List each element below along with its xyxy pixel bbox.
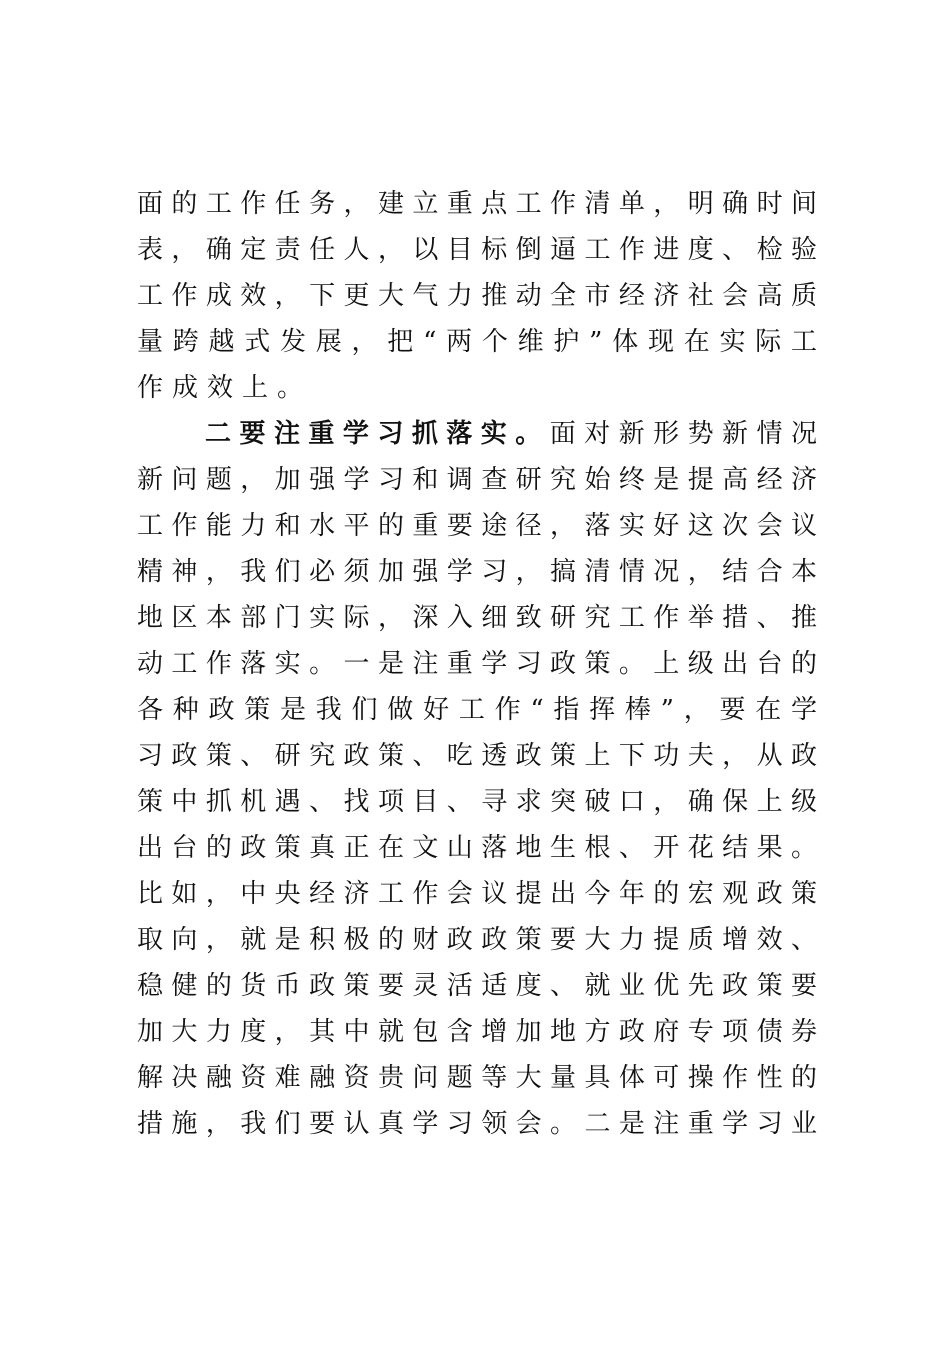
paragraph-line: 工作能力和水平的重要途径，落实好这次会议 [137,511,817,541]
heading-line-rest: 面对新形势新情况 [549,419,817,449]
paragraph-line: 加大力度，其中就包含增加地方政府专项债券 [137,1017,817,1047]
paragraph-line: 作成效上。 [137,373,313,403]
paragraph-line: 比如，中央经济工作会议提出今年的宏观政策 [137,879,817,909]
body-text [137,181,817,1147]
paragraph-line: 表，确定责任人，以目标倒逼工作进度、检验 [137,235,817,265]
paragraph-line: 面的工作任务，建立重点工作清单，明确时间 [137,189,817,219]
paragraph-line: 出台的政策真正在文山落地生根、开花结果。 [137,833,817,863]
paragraph-line: 策中抓机遇、找项目、寻求突破口，确保上级 [137,787,817,817]
paragraph-line: 地区本部门实际，深入细致研究工作举措、推 [137,603,817,633]
paragraph-line: 稳健的货币政策要灵活适度、就业优先政策要 [137,971,817,1001]
paragraph-line: 量跨越式发展，把“两个维护”体现在实际工 [137,327,817,357]
paragraph-heading-line [137,411,817,457]
paragraph-line: 习政策、研究政策、吃透政策上下功夫，从政 [137,741,817,771]
paragraph-line: 新问题，加强学习和调查研究始终是提高经济 [137,465,817,495]
paragraph-line: 取向，就是积极的财政政策要大力提质增效、 [137,925,817,955]
paragraph-line: 各种政策是我们做好工作“指挥棒”，要在学 [137,695,817,725]
section-heading: 二要注重学习抓落实。 [205,419,550,449]
paragraph-line: 动工作落实。一是注重学习政策。上级出台的 [137,649,817,679]
paragraph-line: 解决融资难融资贵问题等大量具体可操作性的 [137,1063,817,1093]
paragraph-line: 措施，我们要认真学习领会。二是注重学习业 [137,1109,817,1139]
paragraph-line: 精神，我们必须加强学习，搞清情况，结合本 [137,557,817,587]
paragraph-line: 工作成效，下更大气力推动全市经济社会高质 [137,281,817,311]
